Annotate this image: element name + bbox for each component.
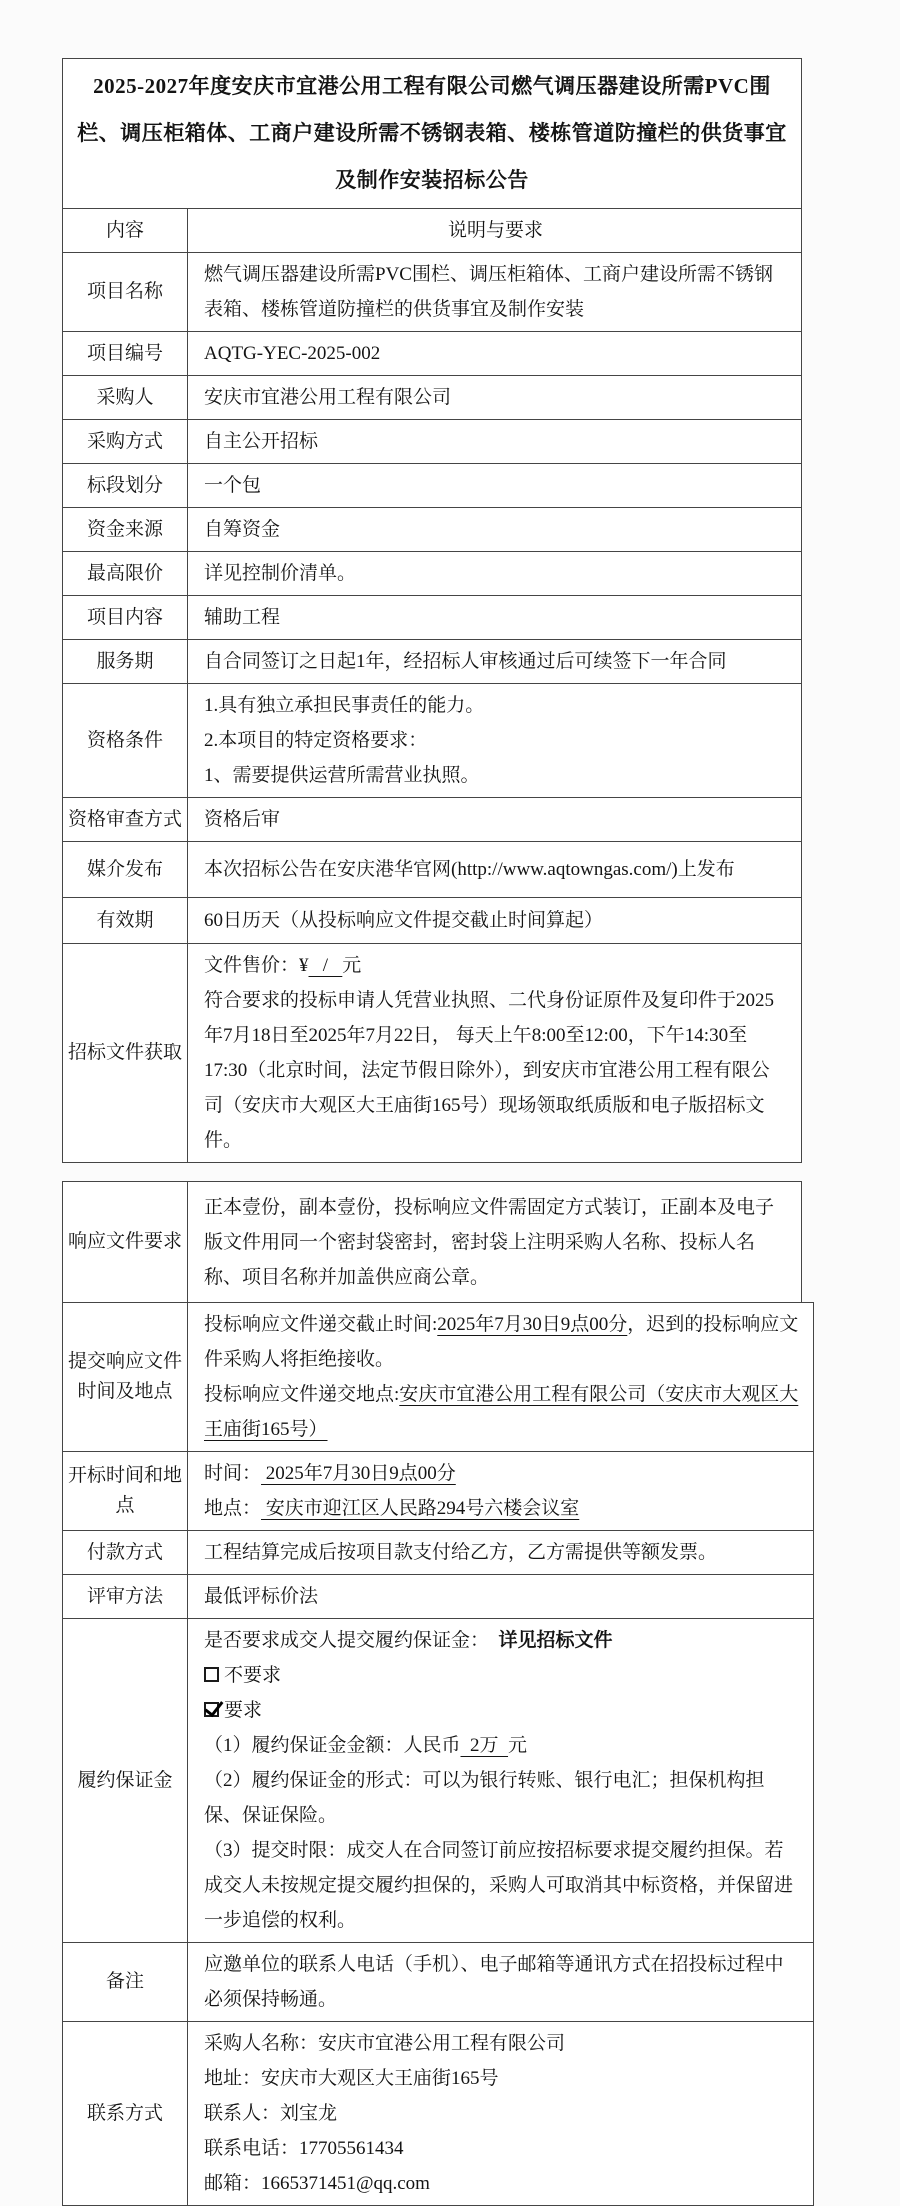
row-content — [188, 684, 801, 797]
checkbox-unchecked-icon — [204, 1667, 219, 1682]
content-line — [204, 1658, 799, 1693]
text: 要求 — [224, 1700, 263, 1721]
table-row — [62, 943, 802, 1163]
row-content — [188, 1531, 813, 1574]
content-line — [204, 903, 787, 938]
content-line — [204, 2131, 799, 2166]
table-row — [62, 683, 802, 798]
underlined-text: 2025年7月30日9点00分 — [437, 1314, 628, 1335]
row-content — [188, 508, 801, 551]
row-content — [188, 1619, 813, 1942]
content-line — [204, 948, 787, 983]
text: 一个包 — [204, 475, 262, 496]
text: 60日历天（从投标响应文件提交截止时间算起） — [204, 910, 604, 931]
content-line — [204, 758, 787, 793]
row-label: 履约保证金 — [63, 1619, 188, 1942]
text: 是否要求成交人提交履约保证金： — [204, 1630, 499, 1651]
content-line — [204, 1456, 799, 1491]
submission-info-table — [62, 1181, 814, 2206]
row-content — [188, 2022, 813, 2205]
page-title-text: 2025-2027年度安庆市宜港公用工程有限公司燃气调压器建设所需PVC围栏、调压柜箱体、工商户建设所需不锈钢表箱、楼栋管道防撞栏的供货事宜及制作安装招标公告 — [77, 74, 787, 192]
text: 联系人：刘宝龙 — [204, 2103, 338, 2124]
row-content — [188, 420, 801, 463]
content-line — [204, 1377, 799, 1447]
row-label: 采购人 — [63, 376, 188, 419]
content-line — [204, 644, 787, 679]
content-line — [204, 556, 787, 591]
content-line — [204, 1763, 799, 1833]
table-row — [62, 507, 802, 552]
row-content — [188, 464, 801, 507]
content-line — [204, 2026, 799, 2061]
checkbox-checked-icon — [204, 1702, 219, 1717]
table-row — [62, 841, 802, 898]
text: AQTG-YEC-2025-002 — [204, 343, 381, 364]
text: （1）履约保证金金额：人民币 — [204, 1735, 461, 1756]
underlined-text: 安庆市宜港公用工程有限公司（安庆市大观区大王庙街165号） — [204, 1384, 799, 1440]
text: 1、需要提供运营所需营业执照。 — [204, 765, 480, 786]
table-row — [62, 1530, 814, 1575]
header-content-col: 内容 — [63, 209, 188, 252]
bold-text: 详见招标文件 — [498, 1630, 613, 1651]
text: 文件售价：¥ — [204, 955, 309, 976]
text: 燃气调压器建设所需PVC围栏、调压柜箱体、工商户建设所需不锈钢表箱、楼栋管道防撞栏的供货事宜及制作安装 — [204, 264, 773, 320]
text: 2.本项目的特定资格要求： — [204, 730, 428, 751]
table-row — [62, 1942, 814, 2022]
content-line — [204, 983, 787, 1158]
page-title — [62, 58, 802, 209]
row-label: 项目编号 — [63, 332, 188, 375]
text: 投标响应文件递交地点: — [204, 1384, 400, 1405]
content-line — [204, 257, 787, 327]
row-content — [188, 1452, 813, 1530]
underlined-text: 安庆市迎江区人民路294号六楼会议室 — [261, 1498, 580, 1519]
row-content — [188, 1575, 813, 1618]
table-row — [62, 252, 802, 332]
text: 详见控制价清单。 — [204, 563, 357, 584]
text: 安庆市宜港公用工程有限公司 — [204, 387, 452, 408]
text: 地址：安庆市大观区大王庙街165号 — [204, 2068, 499, 2089]
text: 自主公开招标 — [204, 431, 319, 452]
content-line — [204, 424, 787, 459]
table-row — [62, 419, 802, 464]
text: 本次招标公告在安庆港华官网(http://www.aqtowngas.com/)上发布 — [204, 859, 735, 880]
row-label: 有效期 — [63, 898, 188, 943]
row-label: 服务期 — [63, 640, 188, 683]
content-line — [204, 1491, 799, 1526]
content-line — [204, 512, 787, 547]
text: 不要求 — [224, 1665, 282, 1686]
content-line — [204, 1307, 799, 1377]
row-content — [188, 798, 801, 841]
text: 采购人名称：安庆市宜港公用工程有限公司 — [204, 2033, 566, 2054]
row-label: 资格条件 — [63, 684, 188, 797]
text: 正本壹份，副本壹份，投标响应文件需固定方式装订，正副本及电子版文件用同一个密封袋密封，密封袋上注明采购人名称、投标人名称、项目名称并加盖供应商公章。 — [204, 1196, 775, 1288]
header-desc-col: 说明与要求 — [447, 220, 543, 241]
content-line — [204, 852, 787, 887]
text: 辅助工程 — [204, 607, 281, 628]
main-info-table — [62, 58, 814, 1163]
content-line — [204, 600, 787, 635]
row-label: 采购方式 — [63, 420, 188, 463]
row-content — [188, 898, 801, 943]
text: 元 — [508, 1735, 528, 1756]
table-row — [62, 1181, 802, 1303]
row-label: 资金来源 — [63, 508, 188, 551]
text: 1.具有独立承担民事责任的能力。 — [204, 695, 485, 716]
row-label: 评审方法 — [63, 1575, 188, 1618]
content-line — [204, 336, 787, 371]
row-label: 最高限价 — [63, 552, 188, 595]
table-row — [62, 595, 802, 640]
table-row — [62, 1574, 814, 1619]
content-line — [204, 723, 787, 758]
content-line — [204, 1190, 787, 1295]
text: 元 — [342, 955, 362, 976]
row-label: 开标时间和地点 — [63, 1452, 188, 1530]
table-row — [62, 331, 802, 376]
text: ，迟到的投标响应文件采购人将拒绝接收。 — [204, 1314, 799, 1370]
row-label: 提交响应文件时间及地点 — [63, 1303, 188, 1451]
content-line — [204, 1623, 799, 1658]
table-row — [62, 551, 802, 596]
table-row — [62, 897, 802, 944]
text: 投标响应文件递交截止时间: — [204, 1314, 438, 1335]
row-content — [188, 640, 801, 683]
text: 邮箱：1665371451@qq.com — [204, 2173, 430, 2194]
content-line — [204, 2096, 799, 2131]
text: 应邀单位的联系人电话（手机）、电子邮箱等通讯方式在招投标过程中必须保持畅通。 — [204, 1954, 784, 2010]
table-row — [62, 1451, 814, 1531]
row-label: 资格审查方式 — [63, 798, 188, 841]
text: 自筹资金 — [204, 519, 281, 540]
text: 符合要求的投标申请人凭营业执照、二代身份证原件及复印件于2025年7月18日至2025年7月22日， 每天上午8:00至12:00，下午14:30至17:30（北京时间，法定节假日除外），到安庆市宜港公用工程有限公司（安庆市大观区大王庙街165号）现场领取纸质版和电子版招标文件。 — [204, 990, 775, 1151]
row-label: 项目名称 — [63, 253, 188, 331]
row-label: 项目内容 — [63, 596, 188, 639]
content-line — [204, 380, 787, 415]
table-row — [62, 1302, 814, 1452]
row-label: 响应文件要求 — [63, 1182, 188, 1302]
text: 自合同签订之日起1年，经招标人审核通过后可续签下一年合同 — [204, 651, 727, 672]
table-row — [62, 463, 802, 508]
text: （3）提交时限：成交人在合同签订前应按招标要求提交履约担保。若成交人未按规定提交履约担保的，采购人可取消其中标资格，并保留进一步追偿的权利。 — [204, 1840, 794, 1931]
content-line — [204, 802, 787, 837]
text: 时间： — [204, 1463, 262, 1484]
row-content — [188, 552, 801, 595]
row-content — [188, 1303, 813, 1451]
text: 资格后审 — [204, 809, 281, 830]
table-row — [62, 1618, 814, 1943]
content-line — [204, 1947, 799, 2017]
row-label: 联系方式 — [63, 2022, 188, 2205]
text: 最低评标价法 — [204, 1586, 319, 1607]
content-line — [204, 1579, 799, 1614]
content-line — [204, 2166, 799, 2201]
row-content — [188, 376, 801, 419]
table-row — [62, 797, 802, 842]
row-label: 备注 — [63, 1943, 188, 2021]
text: 工程结算完成后按项目款支付给乙方，乙方需提供等额发票。 — [204, 1542, 718, 1563]
content-line — [204, 468, 787, 503]
text: 联系电话：17705561434 — [204, 2138, 404, 2159]
text: 地点： — [204, 1498, 262, 1519]
row-content — [188, 842, 801, 897]
row-label: 付款方式 — [63, 1531, 188, 1574]
content-line — [204, 688, 787, 723]
table-row — [62, 639, 802, 684]
underlined-text: 2025年7月30日9点00分 — [261, 1463, 456, 1484]
tender-notice-document — [62, 58, 814, 2206]
text: （2）履约保证金的形式：可以为银行转账、银行电汇；担保机构担保、保证保险。 — [204, 1770, 765, 1826]
table-row — [62, 375, 802, 420]
underlined-text: / — [308, 955, 343, 976]
row-label: 标段划分 — [63, 464, 188, 507]
content-line — [204, 1728, 799, 1763]
table-header-row — [62, 208, 802, 253]
row-content — [188, 944, 801, 1162]
content-line — [204, 1693, 799, 1728]
content-line — [204, 2061, 799, 2096]
content-line — [204, 1535, 799, 1570]
row-label: 媒介发布 — [63, 842, 188, 897]
row-label: 招标文件获取 — [63, 944, 188, 1162]
row-content — [188, 253, 801, 331]
row-content — [188, 1182, 801, 1302]
table-row — [62, 2021, 814, 2206]
row-content — [188, 332, 801, 375]
row-content — [188, 596, 801, 639]
row-content — [188, 1943, 813, 2021]
content-line — [204, 1833, 799, 1938]
underlined-text: 2万 — [460, 1735, 509, 1756]
